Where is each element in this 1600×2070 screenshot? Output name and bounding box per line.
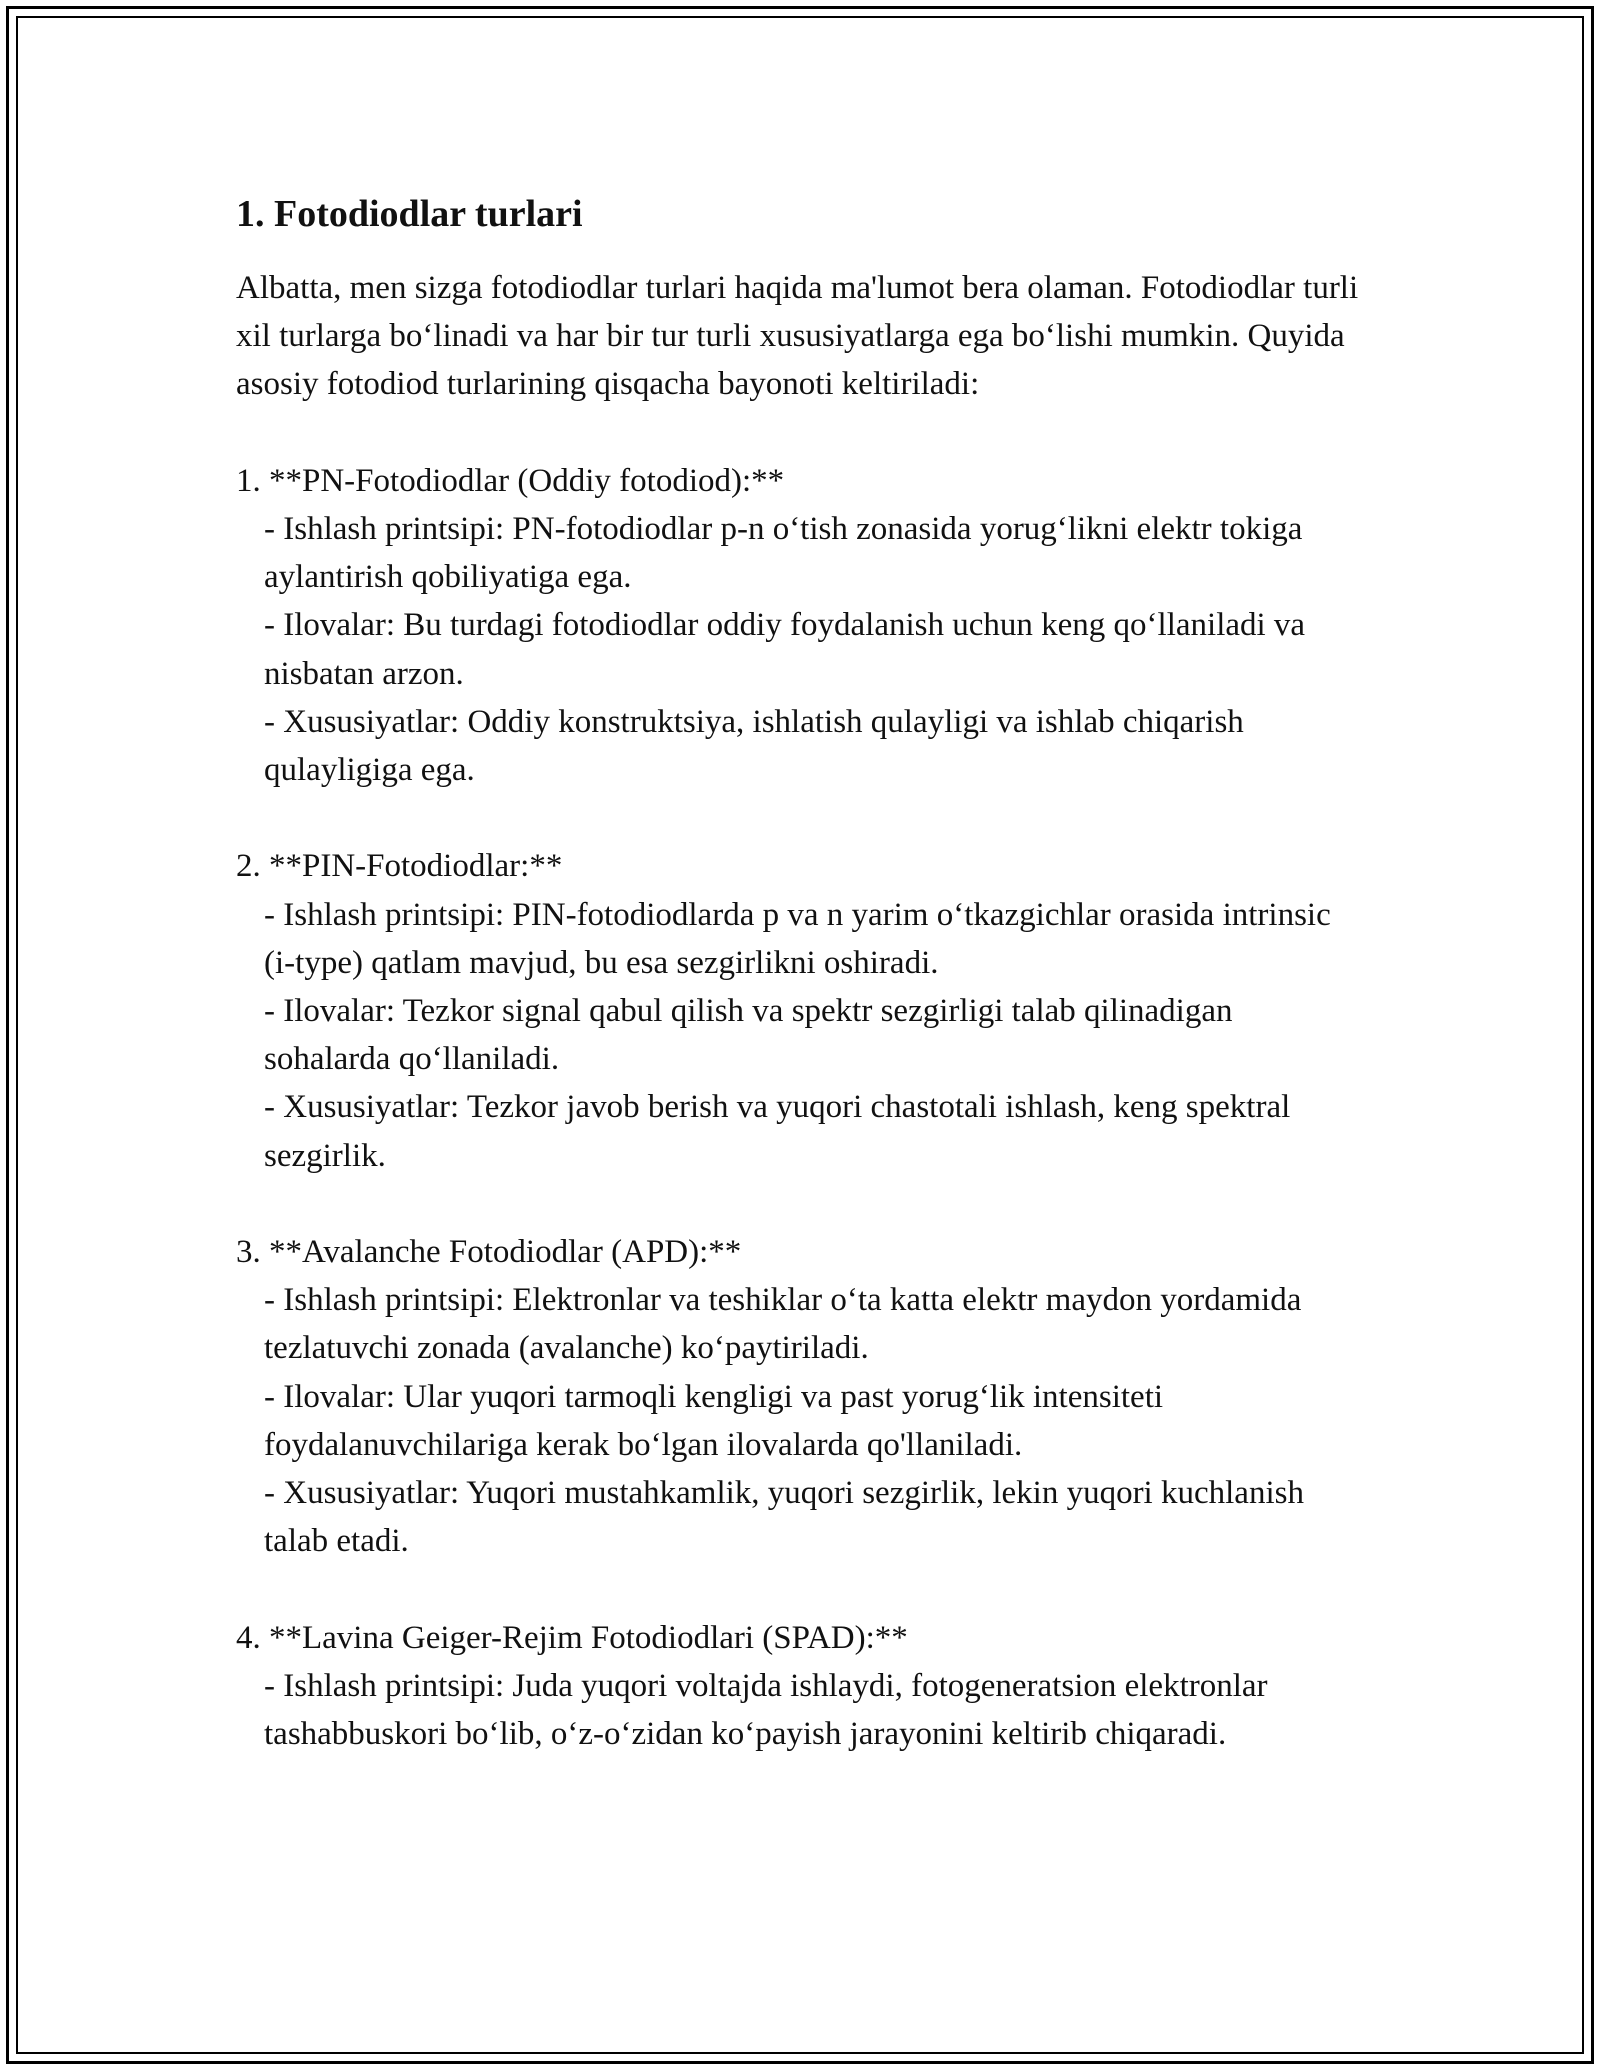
section-principle: - Ishlash printsipi: PIN-fotodiodlarda p va n yarim o‘tkazgichlar orasida intrinsic (i-type) qatlam mavjud, bu esa sezgirlikni oshiradi. [264,896,1339,981]
section-spad [236,1614,1366,1759]
document-title: 1. Fotodiodlar turlari [236,193,583,235]
section-applications: - Ilovalar: Ular yuqori tarmoqli kengligi va past yorug‘lik intensiteti foydalanuvchilariga kerak bo‘lgan ilovalarda qo'llaniladi. [264,1378,1172,1463]
section-features: - Xususiyatlar: Yuqori mustahkamlik, yuqori sezgirlik, lekin yuqori kuchlanish talab etadi. [264,1475,1313,1560]
paragraph-gap [236,1180,1366,1228]
section-features: - Xususiyatlar: Oddiy konstruktsiya, ishlatish qulayligi va ishlab chiqarish qulayligiga ega. [264,703,1253,789]
section-features: - Xususiyatlar: Tezkor javob berish va yuqori chastotali ishlash, keng spektral sezgirlik. [264,1089,1299,1174]
section-apd [236,1228,1366,1565]
document-body [236,186,1366,1758]
section-applications: - Ilovalar: Tezkor signal qabul qilish va spektr sezgirligi talab qilinadigan sohalarda qo‘llaniladi. [264,993,1241,1078]
section-heading: 2. **PIN-Fotodiodlar:** [236,848,563,885]
intro-paragraph: Albatta, men sizga fotodiodlar turlari haqida ma'lumot bera olaman. Fotodiodlar turli xil turlarga bo‘linadi va har bir tur turli xususiyatlarga ega bo‘lishi mumkin. Quyida asosiy fotodiod turlarining qisqacha bayonoti keltiriladi: [236,270,1367,403]
paragraph-gap [236,409,1366,457]
section-applications: - Ilovalar: Bu turdagi fotodiodlar oddiy foydalanish uchun keng qo‘llaniladi va nisbatan arzon. [264,607,1314,692]
paragraph-gap [236,1565,1366,1613]
section-heading: 1. **PN-Fotodiodlar (Oddiy fotodiod):** [236,462,785,499]
section-principle: - Ishlash printsipi: Juda yuqori voltajda ishlaydi, fotogeneratsion elektronlar tashabbuskori bo‘lib, o‘z-o‘zidan ko‘payish jarayonini keltirib chiqaradi. [264,1667,1276,1753]
section-heading: 4. **Lavina Geiger-Rejim Fotodiodlari (SPAD):** [236,1619,908,1656]
paragraph-gap [236,794,1366,842]
section-principle: - Ishlash printsipi: PN-fotodiodlar p-n o‘tish zonasida yorug‘likni elektr tokiga aylantirish qobiliyatiga ega. [264,511,1311,596]
section-principle: - Ishlash printsipi: Elektronlar va teshiklar o‘ta katta elektr maydon yordamida tezlatuvchi zonada (avalanche) ko‘paytiriladi. [264,1282,1310,1367]
section-pin [236,842,1366,1179]
section-pn [236,457,1366,794]
section-heading: 3. **Avalanche Fotodiodlar (APD):** [236,1234,742,1271]
